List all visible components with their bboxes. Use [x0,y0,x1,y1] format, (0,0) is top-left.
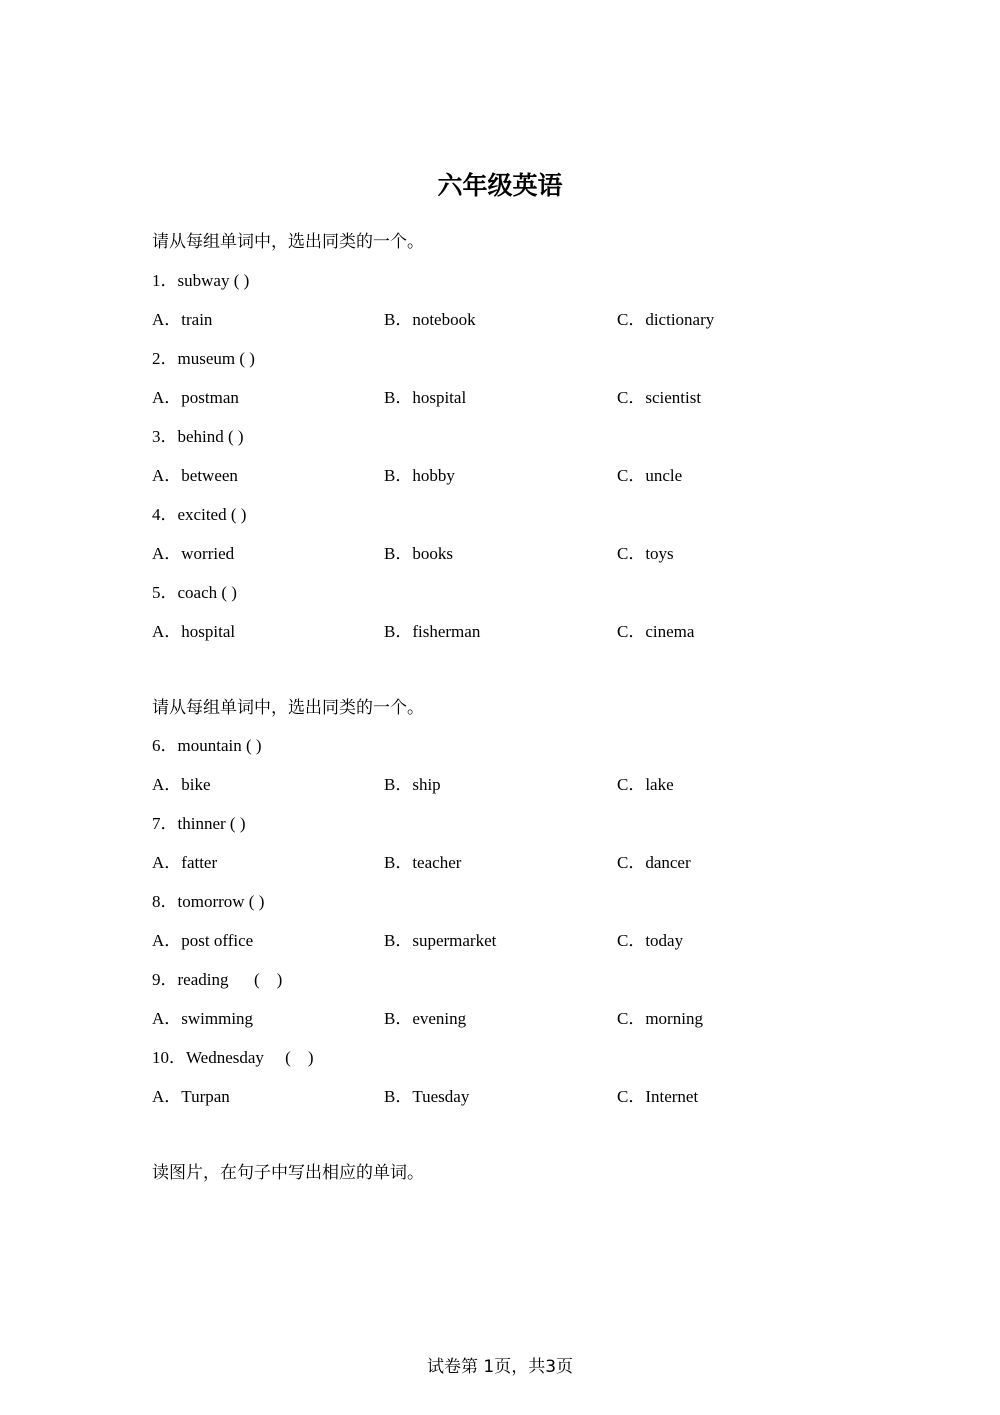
question-2-option-a: A．postman [152,388,239,407]
question-6-option-c: C．lake [617,775,674,794]
question-5: 5．coach ( ) [152,583,237,602]
question-7-option-c: C．dancer [617,853,691,872]
question-9-option-b: B．evening [384,1009,467,1028]
question-7-option-a: A．fatter [152,853,218,872]
question-9-option-a: A．swimming [152,1009,254,1028]
question-8-option-c: C．today [617,931,684,950]
question-9-option-c: C．morning [617,1009,703,1028]
question-5-option-b: B．fisherman [384,622,481,641]
question-4-option-a: A．worried [152,544,235,563]
question-2-option-b: B．hospital [384,388,467,407]
question-3-option-b: B．hobby [384,466,455,485]
question-2-option-c: C．scientist [617,388,702,407]
question-1-option-c: C．dictionary [617,310,715,329]
section-2-instruction: 请从每组单词中，选出同类的一个。 [152,698,424,718]
section-3-instruction: 读图片，在句子中写出相应的单词。 [152,1163,424,1183]
question-4-option-c: C．toys [617,544,674,563]
question-2: 2．museum ( ) [152,349,255,368]
question-1-option-a: A．train [152,310,213,329]
section-1-instruction: 请从每组单词中，选出同类的一个。 [152,232,424,252]
question-1: 1．subway ( ) [152,271,250,290]
question-5-option-c: C．cinema [617,622,695,641]
question-5-option-a: A．hospital [152,622,236,641]
question-3-option-c: C．uncle [617,466,683,485]
question-4-option-b: B．books [384,544,453,563]
question-10: 10．Wednesday ( ) [152,1048,314,1067]
question-9: 9．reading ( ) [152,970,283,989]
question-8: 8．tomorrow ( ) [152,892,265,911]
question-3: 3．behind ( ) [152,427,244,446]
question-7: 7．thinner ( ) [152,814,246,833]
question-8-option-b: B．supermarket [384,931,497,950]
page-footer: 试卷第 1页，共3页 [426,1357,574,1377]
question-6-option-a: A．bike [152,775,211,794]
question-7-option-b: B．teacher [384,853,462,872]
question-10-option-b: B．Tuesday [384,1087,470,1106]
question-8-option-a: A．post office [152,931,254,950]
question-10-option-c: C．Internet [617,1087,699,1106]
question-4: 4．excited ( ) [152,505,247,524]
question-10-option-a: A．Turpan [152,1087,230,1106]
question-3-option-a: A．between [152,466,238,485]
question-6: 6．mountain ( ) [152,736,262,755]
page-title: 六年级英语 [437,171,563,200]
question-6-option-b: B．ship [384,775,441,794]
question-1-option-b: B．notebook [384,310,476,329]
